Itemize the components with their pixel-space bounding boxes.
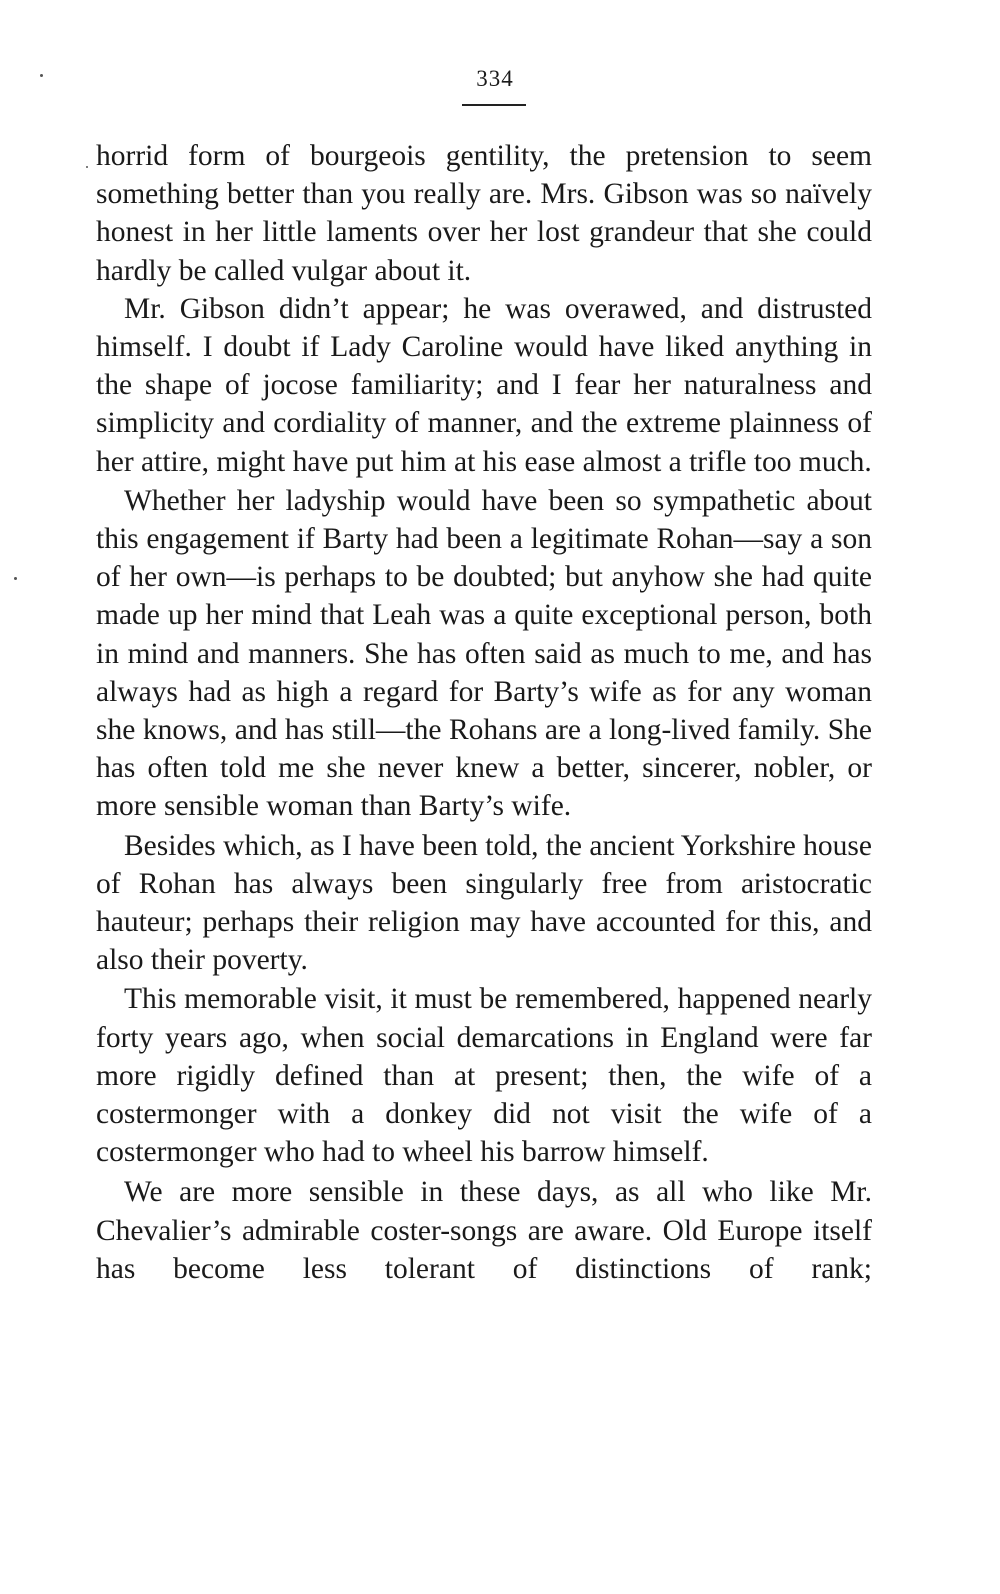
paragraph-1: horrid form of bourgeois gentility, the pretension to seem something better than you really are. Mrs. Gibson was so naïvely honest in her little laments over her lost grandeur that she could hardly be called vulgar about it. xyxy=(96,140,872,287)
body-text xyxy=(96,137,872,1288)
paper-speck xyxy=(40,74,43,77)
paper-speck xyxy=(86,166,88,168)
paragraph-2: Mr. Gibson didn’t appear; he was overawed, and distrusted himself. I doubt if Lady Caroline would have liked anything in the shape of jocose familiarity; and I fear her naturalness and simplicity and cordiality of manner, and the extreme plainness of her attire, might have put him at his ease almost a trifle too much. xyxy=(96,292,872,478)
paper-speck xyxy=(14,577,17,580)
paragraph-3: Whether her ladyship would have been so sympathetic about this engagement if Barty had been a legitimate Rohan—say a son of her own—is perhaps to be doubted; but anyhow she had quite made up her mind that Leah was a quite exceptional person, both in mind and manners. She has often said as much to me, and has always had as high a regard for Barty’s wife as for any woman she knows, and has still—the Rohans are a long-lived family. She has often told me she never knew a better, sincerer, nobler, or more sensible woman than Barty’s wife. xyxy=(96,484,872,823)
page-number-rule xyxy=(462,104,526,106)
paragraph-6: We are more sensible in these days, as all who like Mr. Chevalier’s admirable coster-songs are aware. Old Europe itself has become less tolerant of distinctions of rank; xyxy=(96,1176,872,1285)
page-number: 334 xyxy=(476,66,514,91)
paragraph-4: Besides which, as I have been told, the ancient Yorkshire house of Rohan has always been singularly free from aristocratic hauteur; perhaps their religion may have accounted for this, and also their poverty. xyxy=(96,829,872,977)
paragraph-5: This memorable visit, it must be remembered, happened nearly forty years ago, when social demarcations in England were far more rigidly defined than at present; then, the wife of a costermonger with a donkey did not visit the wife of a costermonger who had to wheel his barrow himself. xyxy=(96,983,872,1169)
